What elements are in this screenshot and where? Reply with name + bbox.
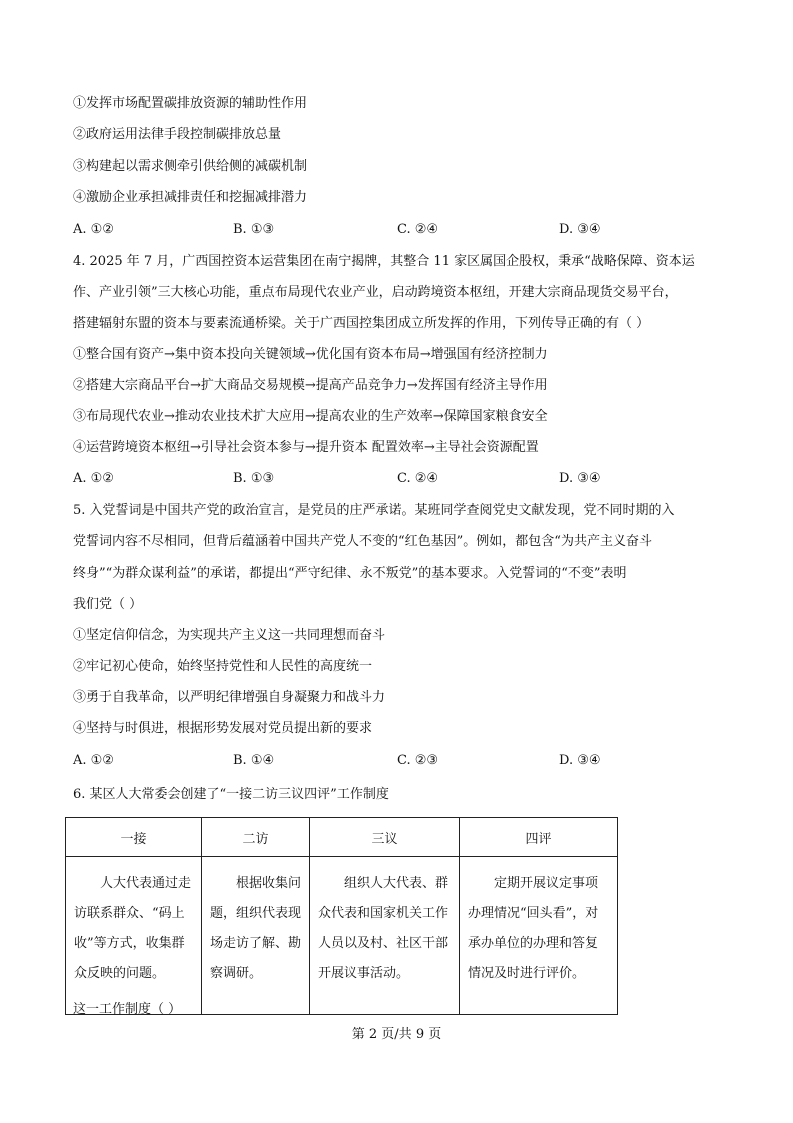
q3-statement-2: ②政府运用法律手段控制碳排放总量 — [73, 127, 282, 142]
table-cell: 组织人大代表、群众代表和国家机关工作人员以及村、社区干部开展议事活动。 — [310, 857, 460, 1015]
table-cell: 人大代表通过走访联系群众、“码上收”等方式，收集群众反映的问题。 — [66, 857, 202, 1015]
q4-stem-line-1: 4. 2025 年 7 月，广西国控资本运营集团在南宁揭牌，其整合 11 家区属国企股权，秉承“战略保障、资本运 — [73, 254, 695, 269]
table-row — [66, 857, 618, 1015]
table-header-cell: 三议 — [310, 818, 460, 857]
table-header-cell: 一接 — [66, 818, 202, 857]
table-header-cell: 二访 — [202, 818, 310, 857]
q4-statement-3: ③布局现代农业→推动农业技术扩大应用→提高农业的生产效率→保障国家粮食安全 — [73, 409, 548, 424]
q4-stem-line-3: 搭建辐射东盟的资本与要素流通桥梁。关于广西国控集团成立所发挥的作用，下列传导正确的有（ ） — [73, 316, 650, 331]
q3-options — [73, 221, 713, 239]
q4-option-b[interactable]: B. ①③ — [233, 471, 275, 486]
q5-options — [73, 752, 713, 770]
q5-option-c[interactable]: C. ②③ — [397, 753, 439, 768]
q3-statement-3: ③构建起以需求侧牵引供给侧的减碳机制 — [73, 159, 308, 174]
q4-option-c[interactable]: C. ②④ — [397, 471, 439, 486]
q3-option-b[interactable]: B. ①③ — [233, 222, 275, 237]
q5-option-a[interactable]: A. ①② — [73, 753, 114, 768]
table-header-cell: 四评 — [460, 818, 618, 857]
work-system-table — [65, 817, 618, 1015]
q5-option-b[interactable]: B. ①④ — [233, 753, 275, 768]
q5-stem-line-3: 终身”“为群众谋利益”的承诺，都提出“严守纪律、永不叛党”的基本要求。入党誓词的“不变”表明 — [73, 566, 627, 581]
q4-options — [73, 470, 713, 488]
q5-statement-2: ②牢记初心使命，始终坚持党性和人民性的高度统一 — [73, 659, 373, 674]
q5-stem-line-1: 5. 入党誓词是中国共产党的政治宣言，是党员的庄严承诺。某班同学查阅党史文献发现，党不同时期的入 — [73, 503, 675, 518]
table-cell: 定期开展议定事项办理情况“回头看”，对承办单位的办理和答复情况及时进行评价。 — [460, 857, 618, 1015]
q3-option-c[interactable]: C. ②④ — [397, 222, 439, 237]
q3-option-a[interactable]: A. ①② — [73, 222, 114, 237]
q4-option-a[interactable]: A. ①② — [73, 471, 114, 486]
table-header-row — [66, 818, 618, 857]
q3-statement-4: ④激励企业承担减排责任和挖掘减排潜力 — [73, 190, 308, 205]
q5-stem-line-2: 党誓词内容不尽相同，但背后蕴涵着中国共产党人不变的“红色基因”。例如，都包含“为共产主义奋斗 — [73, 534, 652, 549]
q6-tail: 这一工作制度（ ） — [73, 1002, 182, 1017]
table-cell: 根据收集问题，组织代表现场走访了解、勘察调研。 — [202, 857, 310, 1015]
q3-option-d[interactable]: D. ③④ — [559, 222, 601, 237]
q5-statement-1: ①坚定信仰信念，为实现共产主义这一共同理想而奋斗 — [73, 628, 386, 643]
q5-stem-line-4: 我们党（ ） — [73, 597, 143, 612]
q3-statement-1: ①发挥市场配置碳排放资源的辅助性作用 — [73, 96, 308, 111]
q4-option-d[interactable]: D. ③④ — [559, 471, 601, 486]
page-footer: 第 2 页/共 9 页 — [351, 1027, 442, 1042]
q5-option-d[interactable]: D. ③④ — [559, 753, 601, 768]
q5-statement-3: ③勇于自我革命，以严明纪律增强自身凝聚力和战斗力 — [73, 690, 386, 705]
q6-stem: 6. 某区人大常委会创建了“一接二访三议四评”工作制度 — [73, 787, 389, 802]
q4-stem-line-2: 作、产业引领”三大核心功能，重点布局现代农业产业，启动跨境资本枢纽，开建大宗商品现货交易平台， — [73, 285, 678, 300]
q4-statement-4: ④运营跨境资本枢纽→引导社会资本参与→提升资本 配置效率→主导社会资源配置 — [73, 440, 539, 455]
q4-statement-2: ②搭建大宗商品平台→扩大商品交易规模→提高产品竞争力→发挥国有经济主导作用 — [73, 378, 548, 393]
q4-statement-1: ①整合国有资产→集中资本投向关键领域→优化国有资本布局→增强国有经济控制力 — [73, 347, 548, 362]
q5-statement-4: ④坚持与时俱进，根据形势发展对党员提出新的要求 — [73, 721, 373, 736]
